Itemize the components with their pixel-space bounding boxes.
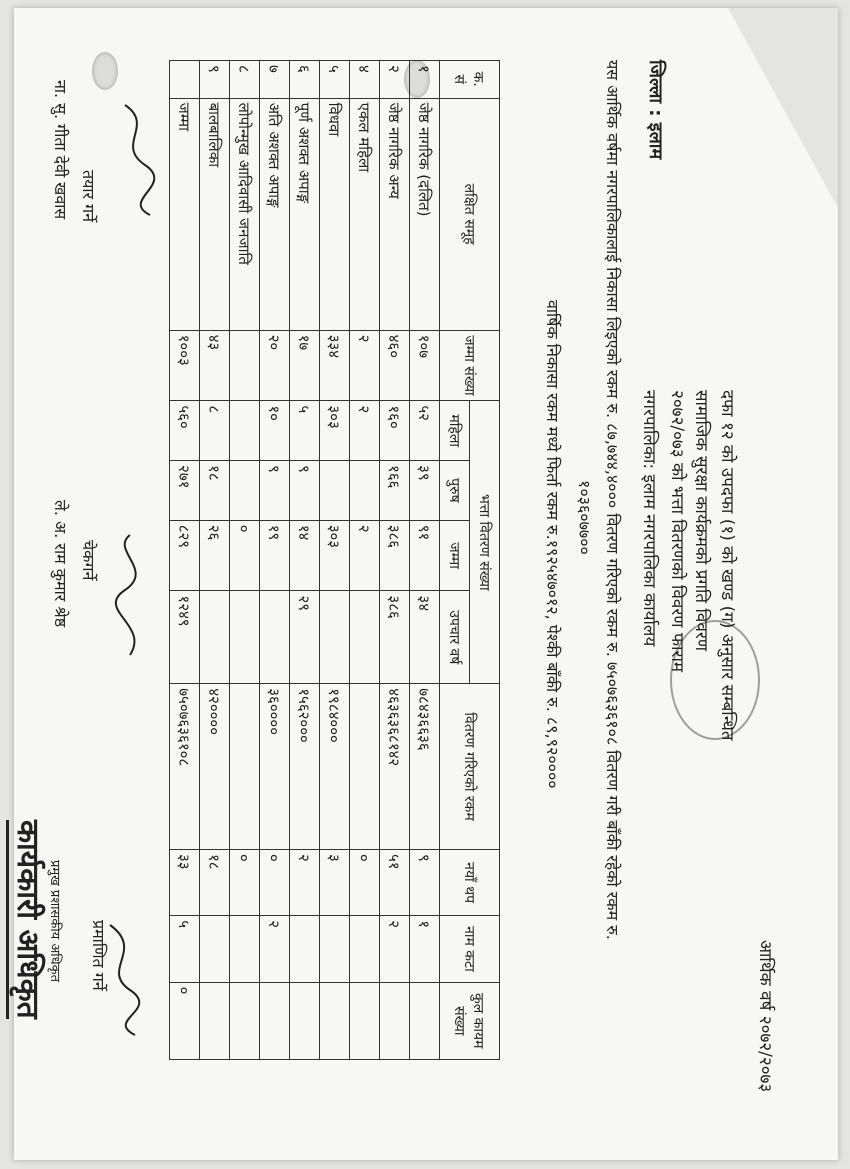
cell-sn: ६: [290, 61, 320, 99]
cell-amount: १९८४०००: [320, 684, 350, 850]
cell-amount: ४२००००: [200, 684, 230, 850]
cell-total: १००३: [170, 330, 200, 401]
cell-upgrade: [260, 591, 290, 684]
cell-amount: [230, 684, 260, 850]
cell-sn: ८: [230, 61, 260, 99]
table-row: [320, 61, 350, 1060]
cell-upgrade: ३८६: [380, 591, 410, 684]
cell-new: ३३: [170, 849, 200, 915]
cell-dist_total: ०: [230, 520, 260, 591]
cell-male: ९: [260, 461, 290, 521]
approved-name: प्रमुख प्रशासकीय अधिकृत: [47, 860, 62, 983]
header-line-1: दफा १२ को उपदफा (१) को खण्ड (ग) अनुसार सम्बन्धित: [717, 390, 737, 741]
cell-dist_total: ९१: [410, 520, 440, 591]
cell-female: ५२: [410, 401, 440, 461]
col-female: महिला: [440, 401, 470, 461]
cell-group: बालबालिका: [200, 98, 230, 330]
col-sn: क. सं: [440, 61, 500, 99]
col-removed: नाम कटा: [440, 916, 500, 982]
cell-group: लोपोन्मुख आदिवासी जनजाति: [230, 98, 260, 330]
cell-upgrade: २९: [290, 591, 320, 684]
cell-reg: [380, 982, 410, 1059]
cell-sn: ७: [260, 61, 290, 99]
signature-checked: [105, 530, 160, 660]
cell-group: पूर्ण अशक्त अपाङ्ग: [290, 98, 320, 330]
cell-upgrade: [320, 591, 350, 684]
cell-female: २: [350, 401, 380, 461]
col-total-reg: कुल कायम संख्या: [440, 982, 500, 1059]
cell-removed: [200, 916, 230, 982]
cell-amount: ४६३६३६८१४२: [380, 684, 410, 850]
office-name: नगरपालिका: इलाम नगरपालिका कार्यालय: [639, 390, 659, 647]
cell-new: ०: [260, 849, 290, 915]
cell-new: २: [290, 849, 320, 915]
approved-label: प्रमाणित गर्ने: [89, 920, 108, 991]
table-row: [230, 61, 260, 1060]
cell-dist_total: २: [350, 520, 380, 591]
cell-male: ३९: [410, 461, 440, 521]
cell-sn: ९: [200, 61, 230, 99]
remaining-amount: वार्षिक निकासा रकम मध्ये फिर्ता रकम रु.१९२५४७०१२, पेश्की बाँकी रु. ८९,९२००००: [543, 300, 562, 789]
cell-sn: १: [410, 61, 440, 99]
cell-amount: १५६२०००: [290, 684, 320, 850]
cell-sn: [170, 61, 200, 99]
cell-upgrade: [230, 591, 260, 684]
cell-reg: [410, 982, 440, 1059]
col-new: नयाँ थप: [440, 849, 500, 915]
cell-reg: [260, 982, 290, 1059]
cell-amount: ७५०७६३६१०८: [170, 684, 200, 850]
cell-reg: [230, 982, 260, 1059]
cell-total: २०: [260, 330, 290, 401]
cell-female: १६०: [380, 401, 410, 461]
cell-sn: ५: [320, 61, 350, 99]
table-row: [170, 61, 200, 1060]
cell-removed: २: [260, 916, 290, 982]
cell-female: १०: [260, 401, 290, 461]
cell-new: ५१: [380, 849, 410, 915]
checked-label: चेकगर्ने: [79, 540, 98, 581]
header-line-2: सामाजिक सुरक्षा कार्यक्रमको प्रगति विवरण: [691, 390, 711, 652]
cell-reg: [200, 982, 230, 1059]
cell-removed: ५: [170, 916, 200, 982]
cell-reg: [290, 982, 320, 1059]
cell-group: विधवा: [320, 98, 350, 330]
cell-removed: [350, 916, 380, 982]
table-row: [350, 61, 380, 1060]
col-group: लक्षित समूह: [440, 98, 500, 330]
cell-new: ०: [230, 849, 260, 915]
cell-male: १८: [200, 461, 230, 521]
cell-group: अति अशक्त अपाङ्ग: [260, 98, 290, 330]
table-row: [290, 61, 320, 1060]
rotated-document: [10, 60, 800, 1110]
prepared-label: तयार गर्ने: [79, 170, 98, 223]
col-distribution-count: भत्ता वितरण संख्या: [470, 401, 500, 684]
cell-amount: [350, 684, 380, 850]
cell-female: ५६०: [170, 401, 200, 461]
checked-name: ले. अ. राम कुमार श्रेष्ठ: [51, 500, 70, 628]
cell-upgrade: ३४: [410, 591, 440, 684]
fiscal-year: आर्थिक वर्ष २०७२/२०७३: [755, 940, 775, 1093]
cell-group: जेष्ठ नागरिक अन्य: [380, 98, 410, 330]
cell-total: ४६०: [380, 330, 410, 401]
header-line-3: २०७२/०७३ को भत्ता वितरणको विवरण फाराम: [667, 390, 687, 673]
cell-total: [230, 330, 260, 401]
cell-male: [320, 461, 350, 521]
prepared-name: ना. सु. गीता देवी खवास: [51, 80, 70, 220]
summary-sentence-cont: १०३६०७७००: [575, 480, 594, 555]
cell-group: जम्मा: [170, 98, 200, 330]
cell-sn: ४: [350, 61, 380, 99]
district-label: जिल्ला : इलाम: [645, 60, 666, 160]
cell-total: १७: [290, 330, 320, 401]
cell-reg: [320, 982, 350, 1059]
cell-total: २: [350, 330, 380, 401]
cell-male: [350, 461, 380, 521]
cell-female: ८: [200, 401, 230, 461]
cell-new: ०: [350, 849, 380, 915]
cell-male: ९: [290, 461, 320, 521]
cell-reg: [350, 982, 380, 1059]
cell-new: ३: [320, 849, 350, 915]
cell-upgrade: [350, 591, 380, 684]
col-male: पुरुष: [440, 461, 470, 521]
summary-sentence: यस आर्थिक वर्षमा नगरपालिकालाई निकासा लिइएको रकम रु. ८७,७४४,४००० वितरण गरिएको रकम रु. ७५०७६३६१०८ वितरण गरी बाँकी रहेको रकम रु.: [603, 60, 622, 940]
cell-total: १०७: [410, 330, 440, 401]
cell-male: २७१: [170, 461, 200, 521]
cell-dist_total: १९: [260, 520, 290, 591]
cell-dist_total: ३०३: [320, 520, 350, 591]
cell-female: ३०३: [320, 401, 350, 461]
table-row: [380, 61, 410, 1060]
cell-removed: [290, 916, 320, 982]
cell-dist_total: ३८६: [380, 520, 410, 591]
cell-amount: ३६००००: [260, 684, 290, 850]
allowance-table: [169, 60, 500, 1060]
cell-group: एकल महिला: [350, 98, 380, 330]
cell-new: ९: [410, 849, 440, 915]
cell-removed: १: [410, 916, 440, 982]
table-row: [410, 61, 440, 1060]
signature-prepared: [110, 100, 160, 220]
cell-removed: २: [380, 916, 410, 982]
cell-new: १८: [200, 849, 230, 915]
cell-male: [230, 461, 260, 521]
cell-total: ४३: [200, 330, 230, 401]
cell-removed: [230, 916, 260, 982]
cell-upgrade: १२४९: [170, 591, 200, 684]
col-dist-total: जम्मा: [440, 520, 470, 591]
cell-female: [230, 401, 260, 461]
cell-reg: ०: [170, 982, 200, 1059]
table-row: [260, 61, 290, 1060]
cell-dist_total: ८२९: [170, 520, 200, 591]
cell-dist_total: २६: [200, 520, 230, 591]
cell-total: ३३४: [320, 330, 350, 401]
cell-amount: ७८४३६६३६: [410, 684, 440, 850]
cell-removed: [320, 916, 350, 982]
officer-stamp: कार्यकारी अधिकृत: [6, 820, 50, 1019]
cell-female: ५: [290, 401, 320, 461]
cell-group: जेष्ठ नागरिक (दलित): [410, 98, 440, 330]
col-total-count: जम्मा संख्या: [440, 330, 500, 401]
cell-dist_total: १४: [290, 520, 320, 591]
col-upgrade: उपचार वर्ष: [440, 591, 470, 684]
cell-male: १६६: [380, 461, 410, 521]
col-amount: वितरण गरिएको रकम: [440, 684, 500, 850]
table-row: [200, 61, 230, 1060]
cell-sn: २: [380, 61, 410, 99]
cell-upgrade: [200, 591, 230, 684]
